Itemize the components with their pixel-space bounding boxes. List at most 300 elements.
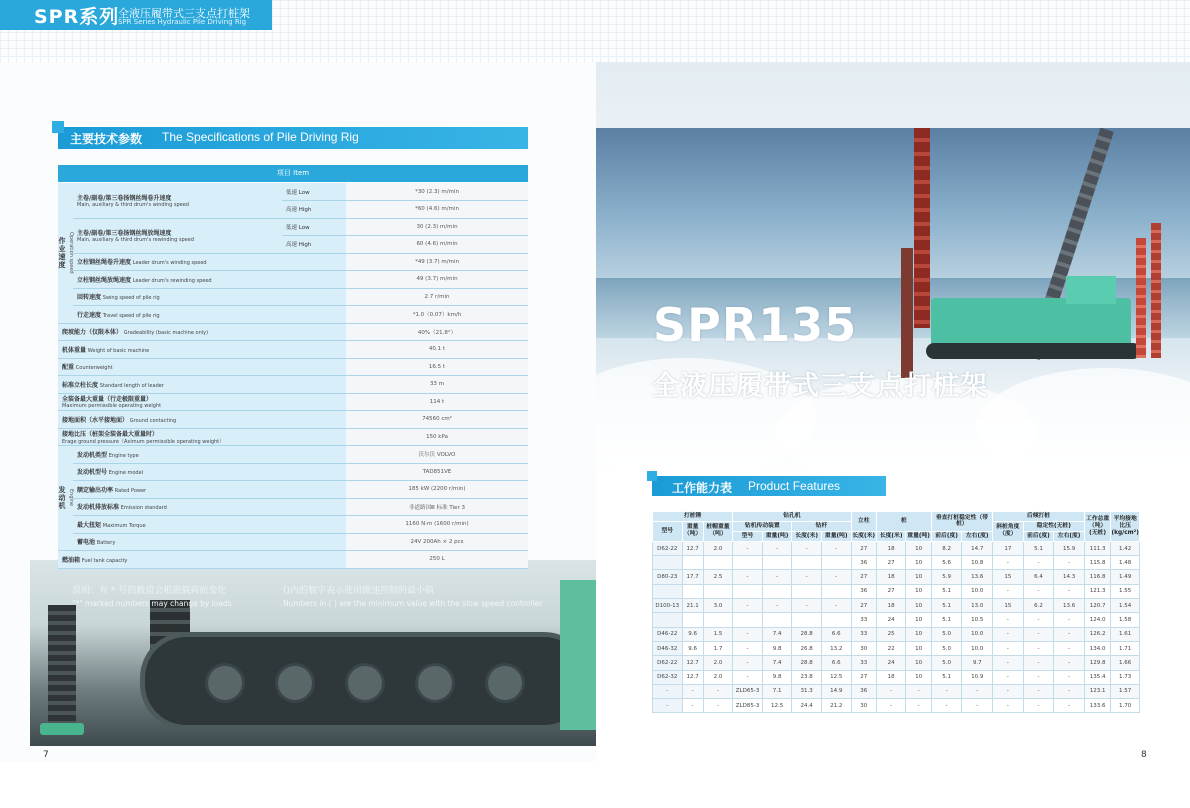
header-total-weight: 工作总重（吨） (无桩) [1084,512,1110,542]
table-cell [733,584,763,598]
table-cell: - [821,541,851,555]
table-cell: - [1023,613,1054,627]
cell-model: D62-32 [653,670,683,684]
table-cell: 18 [876,541,906,555]
table-cell: - [931,684,962,698]
table-cell: 30 [851,699,876,713]
table-cell [821,556,851,570]
table-row [653,641,1140,655]
table-cell [682,556,703,570]
table-cell: 27 [851,570,876,584]
table-cell: 6.6 [821,656,851,670]
table-cell: 134.0 [1084,641,1110,655]
table-cell: 15 [993,570,1024,584]
header-raked-angle: 斜桩角度（度） [993,521,1024,541]
table-cell: 10.0 [962,627,993,641]
table-cell: - [1054,641,1085,655]
table-cell: 10 [906,641,931,655]
table-cell: ZLD65-3 [733,684,763,698]
performance-table [652,511,1140,713]
table-cell: 1.61 [1111,627,1140,641]
table-cell: 5.0 [931,627,962,641]
table-row [58,218,528,236]
spec-value: 250 L [346,551,528,569]
note-cn-2: ()内的数字表示使用微速控制的最小值 [283,586,435,596]
header-leader-length: 长度(米) [851,531,876,541]
table-cell: - [733,656,763,670]
table-cell: 6.2 [1023,599,1054,613]
table-cell: 33 [851,613,876,627]
table-cell: - [682,684,703,698]
spec-label: 最大扭矩 Maximum Torque [73,516,346,534]
table-cell: 1.58 [1111,613,1140,627]
table-cell: 14.3 [1054,570,1085,584]
header-device-type: 型号 [733,531,763,541]
table-cell: 10.9 [962,670,993,684]
table-cell [762,584,792,598]
table-cell: 15.9 [1054,541,1085,555]
spec-value: 49 (3.7) m/min [346,271,528,289]
background-crane [1151,223,1161,358]
table-cell: - [1023,584,1054,598]
table-cell: 28.8 [792,627,822,641]
note-cn-1: 说明：有 * 号的数值会根据载荷而变化 [72,586,227,596]
table-row [653,670,1140,684]
header-left-right-2: 左右(度) [1054,531,1085,541]
cell-model: - [653,684,683,698]
table-cell: - [821,599,851,613]
table-cell [762,556,792,570]
spec-label: 立柱钢丝绳放绳速度 Leader drum's rewinding speed [73,271,346,289]
table-row [58,393,528,411]
table-cell: - [993,699,1024,713]
spec-value: 185 kW (2200 r/min) [346,481,528,499]
table-cell: 111.3 [1084,541,1110,555]
table-cell: 1.54 [1111,599,1140,613]
table-cell: - [962,684,993,698]
table-cell: - [1054,556,1085,570]
table-cell: 8.2 [931,541,962,555]
table-cell [792,556,822,570]
spec-value: *30 (2.3) m/min [346,183,528,201]
table-cell: 10 [906,541,931,555]
cell-model: D46-32 [653,641,683,655]
features-title-en: Product Features [748,479,841,493]
table-cell: 9.8 [762,670,792,684]
table-row [58,323,528,341]
table-cell: 1.42 [1111,541,1140,555]
table-cell: 1.70 [1111,699,1140,713]
header-vertical-stability: 垂直打桩稳定性（带桩） [931,512,992,532]
table-row [653,541,1140,555]
table-row [58,463,528,481]
table-cell: - [1054,584,1085,598]
table-cell: 129.8 [1084,656,1110,670]
table-cell: 5.0 [931,656,962,670]
table-cell: - [993,656,1024,670]
features-section-title [652,476,886,496]
cell-model: - [653,699,683,713]
table-cell: - [1054,656,1085,670]
table-cell: - [993,627,1024,641]
table-cell: - [1054,684,1085,698]
group-engine: 发动机 Engine [58,446,73,551]
header-front-rear: 前后(度) [931,531,962,541]
rig-body [931,298,1131,348]
table-cell: - [733,599,763,613]
table-row [653,570,1140,584]
table-cell: - [682,699,703,713]
table-row [653,627,1140,641]
header-weight: 重量（吨） [682,521,703,541]
table-row [58,516,528,534]
table-cell [821,613,851,627]
table-cell: 10 [906,670,931,684]
table-cell: 17.7 [682,570,703,584]
spec-value: 74560 cm² [346,411,528,429]
table-cell: 31.3 [792,684,822,698]
table-cell: 6.6 [821,627,851,641]
spec-label: 发动机类型 Engine type [73,446,346,464]
table-cell [733,613,763,627]
table-cell: 10 [906,599,931,613]
header-auger: 钻杆 [792,521,851,531]
table-row [58,498,528,516]
table-cell: 22 [876,641,906,655]
table-cell: ZLD85-3 [733,699,763,713]
table-cell: 14.9 [821,684,851,698]
table-cell: 18 [876,599,906,613]
table-cell: - [733,541,763,555]
table-cell: 5.6 [931,556,962,570]
table-cell: 7.1 [762,684,792,698]
group-operation-speed: 作业速度 Operation speed [58,183,73,323]
table-row [653,556,1140,570]
table-cell: 36 [851,684,876,698]
table-cell: 21.2 [821,699,851,713]
table-cell: 7.4 [762,627,792,641]
spec-value: TAD851VE [346,463,528,481]
spec-label: 发动机型号 Engine model [73,463,346,481]
table-cell: 5.1 [1023,541,1054,555]
table-cell [733,556,763,570]
header-pile: 桩 [876,512,931,532]
spec-label: 全装备最大重量（行走极限重量） Maximum permissible operating weight [58,393,346,411]
table-cell: - [1023,556,1054,570]
rig-leader-mast [914,128,930,328]
table-cell: - [993,670,1024,684]
table-cell: 135.4 [1084,670,1110,684]
table-cell: 9.6 [682,641,703,655]
table-cell: 25 [876,627,906,641]
table-cell: 12.5 [821,670,851,684]
table-cell: - [1054,670,1085,684]
table-cell: - [703,699,733,713]
spec-label: 配重 Counterweight [58,358,346,376]
table-row [58,428,528,446]
table-row [58,271,528,289]
table-cell: - [762,599,792,613]
table-cell: 10.0 [962,584,993,598]
spec-label: 接地面积（水平接地面） Ground contacting [58,411,346,429]
cell-model: D100-13 [653,599,683,613]
table-cell: 14.7 [962,541,993,555]
table-cell: 12.7 [682,541,703,555]
table-cell: 12.7 [682,656,703,670]
table-cell: - [931,699,962,713]
header-auger-weight: 重量(吨) [821,531,851,541]
table-cell: 24 [876,656,906,670]
table-cell: - [993,584,1024,598]
table-cell: 2.0 [703,656,733,670]
spec-label: 行走速度 Travel speed of pile rig [73,306,346,324]
table-cell: - [906,699,931,713]
table-cell: 30 [851,641,876,655]
table-cell: 5.1 [931,599,962,613]
spec-value: 114 t [346,393,528,411]
table-cell: 9.6 [682,627,703,641]
product-title-en: SPR Series Hydraulic Pile Driving Rig [118,18,247,26]
header-left-right: 左右(度) [962,531,993,541]
rig-track [926,343,1141,359]
table-row [58,253,528,271]
table-row [58,376,528,394]
table-cell: - [1023,627,1054,641]
spec-title-en: The Specifications of Pile Driving Rig [162,130,359,144]
table-cell: - [993,613,1024,627]
header-auger-length: 长度(米) [792,531,822,541]
spec-value: 30 (2.3) m/min [346,218,528,236]
spec-label: 标准立柱长度 Standard length of leader [58,376,346,394]
spec-value: 60 (4.6) m/min [346,236,528,254]
header-front-rear-2: 前后(度) [1023,531,1054,541]
table-cell: - [993,556,1024,570]
table-cell: 27 [876,556,906,570]
table-cell: 1.71 [1111,641,1140,655]
table-cell: 10 [906,627,931,641]
table-row [653,684,1140,698]
spec-label: 机体重量 Weight of basic machine [58,341,346,359]
table-cell: 36 [851,584,876,598]
table-cell: 5.0 [931,641,962,655]
spec-table-header: 项目 Item [58,165,528,182]
table-cell: - [733,670,763,684]
table-cell: - [1054,699,1085,713]
background-base [40,723,84,735]
table-cell: 28.8 [792,656,822,670]
table-cell: 7.4 [762,656,792,670]
table-row [58,306,528,324]
spec-label: 发动机排放标准 Emission standard [73,498,346,516]
table-cell [682,613,703,627]
series-banner [0,0,272,30]
table-cell: - [762,541,792,555]
spec-value: 非道路国Ⅲ 标准 Tier 3 [346,498,528,516]
table-cell: 1.66 [1111,656,1140,670]
hero-model-title: SPR135 [653,298,858,352]
cell-model [653,613,683,627]
table-cell: 10 [906,656,931,670]
table-cell: - [821,570,851,584]
table-cell: 10.0 [962,641,993,655]
header-avg-pressure: 平均接地比压 (kg/cm²) [1111,512,1140,542]
table-cell: - [733,627,763,641]
spec-section-title [58,127,528,149]
table-cell: - [962,699,993,713]
table-cell [821,584,851,598]
spec-sublabel: 低速 Low [282,183,346,201]
table-cell: 2.5 [703,570,733,584]
header-stability: 稳定性(无桩) [1023,521,1084,531]
background-jack [48,605,76,725]
cell-model: D46-22 [653,627,683,641]
table-cell: 9.7 [962,656,993,670]
spec-sublabel: 低速 Low [282,218,346,236]
table-cell: - [876,699,906,713]
table-cell: 13.2 [821,641,851,655]
rig-pile [901,248,913,378]
table-row [58,411,528,429]
background-crawler-track [140,632,590,730]
table-cell [762,613,792,627]
cell-model [653,584,683,598]
table-cell: - [733,641,763,655]
table-cell: 120.7 [1084,599,1110,613]
table-cell: - [876,684,906,698]
table-cell: 12.5 [762,699,792,713]
table-cell: 2.0 [703,541,733,555]
table-cell: 10.8 [962,556,993,570]
table-cell: 115.8 [1084,556,1110,570]
table-cell: - [733,570,763,584]
table-cell: 5.9 [931,570,962,584]
table-row [58,481,528,499]
table-cell: - [1023,656,1054,670]
spec-title-cn: 主要技术参数 [70,132,143,146]
spec-value: *1.0（0.07）km/h [346,306,528,324]
table-cell: 23.8 [792,670,822,684]
spec-label: 额定输出功率 Rated Power [73,481,346,499]
spec-label: 燃油箱 Fuel tank capacity [58,551,346,569]
hero-subtitle: 全液压履带式三支点打桩架 [652,371,988,402]
table-row [58,551,528,569]
table-cell: 15 [993,599,1024,613]
header-drill-device: 钻机传动装置 [733,521,792,531]
cell-model: D62-22 [653,541,683,555]
table-cell: 1.48 [1111,556,1140,570]
table-cell: 9.8 [762,641,792,655]
spec-label: 主卷/副卷/第三卷扬钢丝绳卷升速度 Main, auxiliary & third drum's winding speed [73,183,282,218]
table-cell: 126.2 [1084,627,1110,641]
table-cell: - [792,541,822,555]
table-cell: 123.1 [1084,684,1110,698]
table-cell: 18 [876,570,906,584]
table-cell: 13.0 [962,599,993,613]
table-cell: 26.8 [792,641,822,655]
note-en-2: Numbers in ( ) are the minimum value with the slow speed controller [283,599,543,608]
table-cell: 10 [906,570,931,584]
header-pile-length: 长度(米) [876,531,906,541]
header-cap-weight: 桩帽重量（吨） [703,521,733,541]
spec-value: 24V 200Ah × 2 pcs [346,533,528,551]
spec-value: *49 (3.7) m/min [346,253,528,271]
table-row [58,288,528,306]
table-cell: 2.0 [703,670,733,684]
table-cell: 36 [851,556,876,570]
table-cell: 27 [851,541,876,555]
table-cell: 24.4 [792,699,822,713]
spec-value: 33 m [346,376,528,394]
rig-cab [1066,276,1116,304]
table-cell: 13.6 [962,570,993,584]
spec-label: 蓄电池 Battery [73,533,346,551]
table-row [58,341,528,359]
table-cell: 10 [906,584,931,598]
table-cell: - [792,570,822,584]
header-device-weight: 重量(吨) [762,531,792,541]
table-cell: - [993,684,1024,698]
spec-label: 接地比压（桩架全装备最大重量时） Erage ground pressure（Aximum permissible operating weight） [58,428,346,446]
table-cell [682,584,703,598]
table-row [653,599,1140,613]
spec-value: 40%（21.8°） [346,323,528,341]
title-square-icon [52,121,64,133]
header-leader: 立柱 [851,512,876,532]
table-cell: - [1054,613,1085,627]
page-number-right: 8 [1141,750,1147,760]
features-title-cn: 工作能力表 [672,481,733,495]
series-title: SPR系列 [34,6,120,28]
table-cell: 5.1 [931,584,962,598]
cell-model: D80-23 [653,570,683,584]
table-cell: 6.4 [1023,570,1054,584]
table-cell: 21.1 [682,599,703,613]
table-cell: - [1023,670,1054,684]
table-cell: 121.3 [1084,584,1110,598]
table-cell: - [762,570,792,584]
table-cell: 13.6 [1054,599,1085,613]
spec-label: 爬坡能力（仅限本体） Gradeability (basic machine only) [58,323,346,341]
spec-label: 立柱钢丝绳卷升速度 Leader drum's winding speed [73,253,346,271]
header-model: 型号 [653,521,683,541]
table-row [653,584,1140,598]
table-row [58,183,528,201]
table-cell: 10 [906,613,931,627]
table-cell: 10.5 [962,613,993,627]
table-cell: 124.0 [1084,613,1110,627]
table-cell: 3.0 [703,599,733,613]
table-cell: 12.7 [682,670,703,684]
table-row [58,533,528,551]
spec-label: 主卷/副卷/第三卷扬钢丝绳放绳速度 Main, auxiliary & third drum's rewinding speed [73,218,282,253]
table-cell: 1.73 [1111,670,1140,684]
header-drill: 钻孔机 [733,512,851,522]
background-crane [1136,238,1146,358]
page-number-left: 7 [43,750,49,760]
table-cell: 17 [993,541,1024,555]
spec-value: *60 (4.6) m/min [346,201,528,219]
spec-sublabel: 高速 High [282,236,346,254]
table-cell: - [906,684,931,698]
note-en-1: "*" marked numbers may change by loads [72,599,232,608]
table-cell: 10 [906,556,931,570]
table-cell: 1.5 [703,627,733,641]
table-cell: 1.49 [1111,570,1140,584]
spec-value: 40.1 t [346,341,528,359]
spec-value: 沃尔沃 VOLVO [346,446,528,464]
table-cell: - [1023,684,1054,698]
table-cell: 1.7 [703,641,733,655]
